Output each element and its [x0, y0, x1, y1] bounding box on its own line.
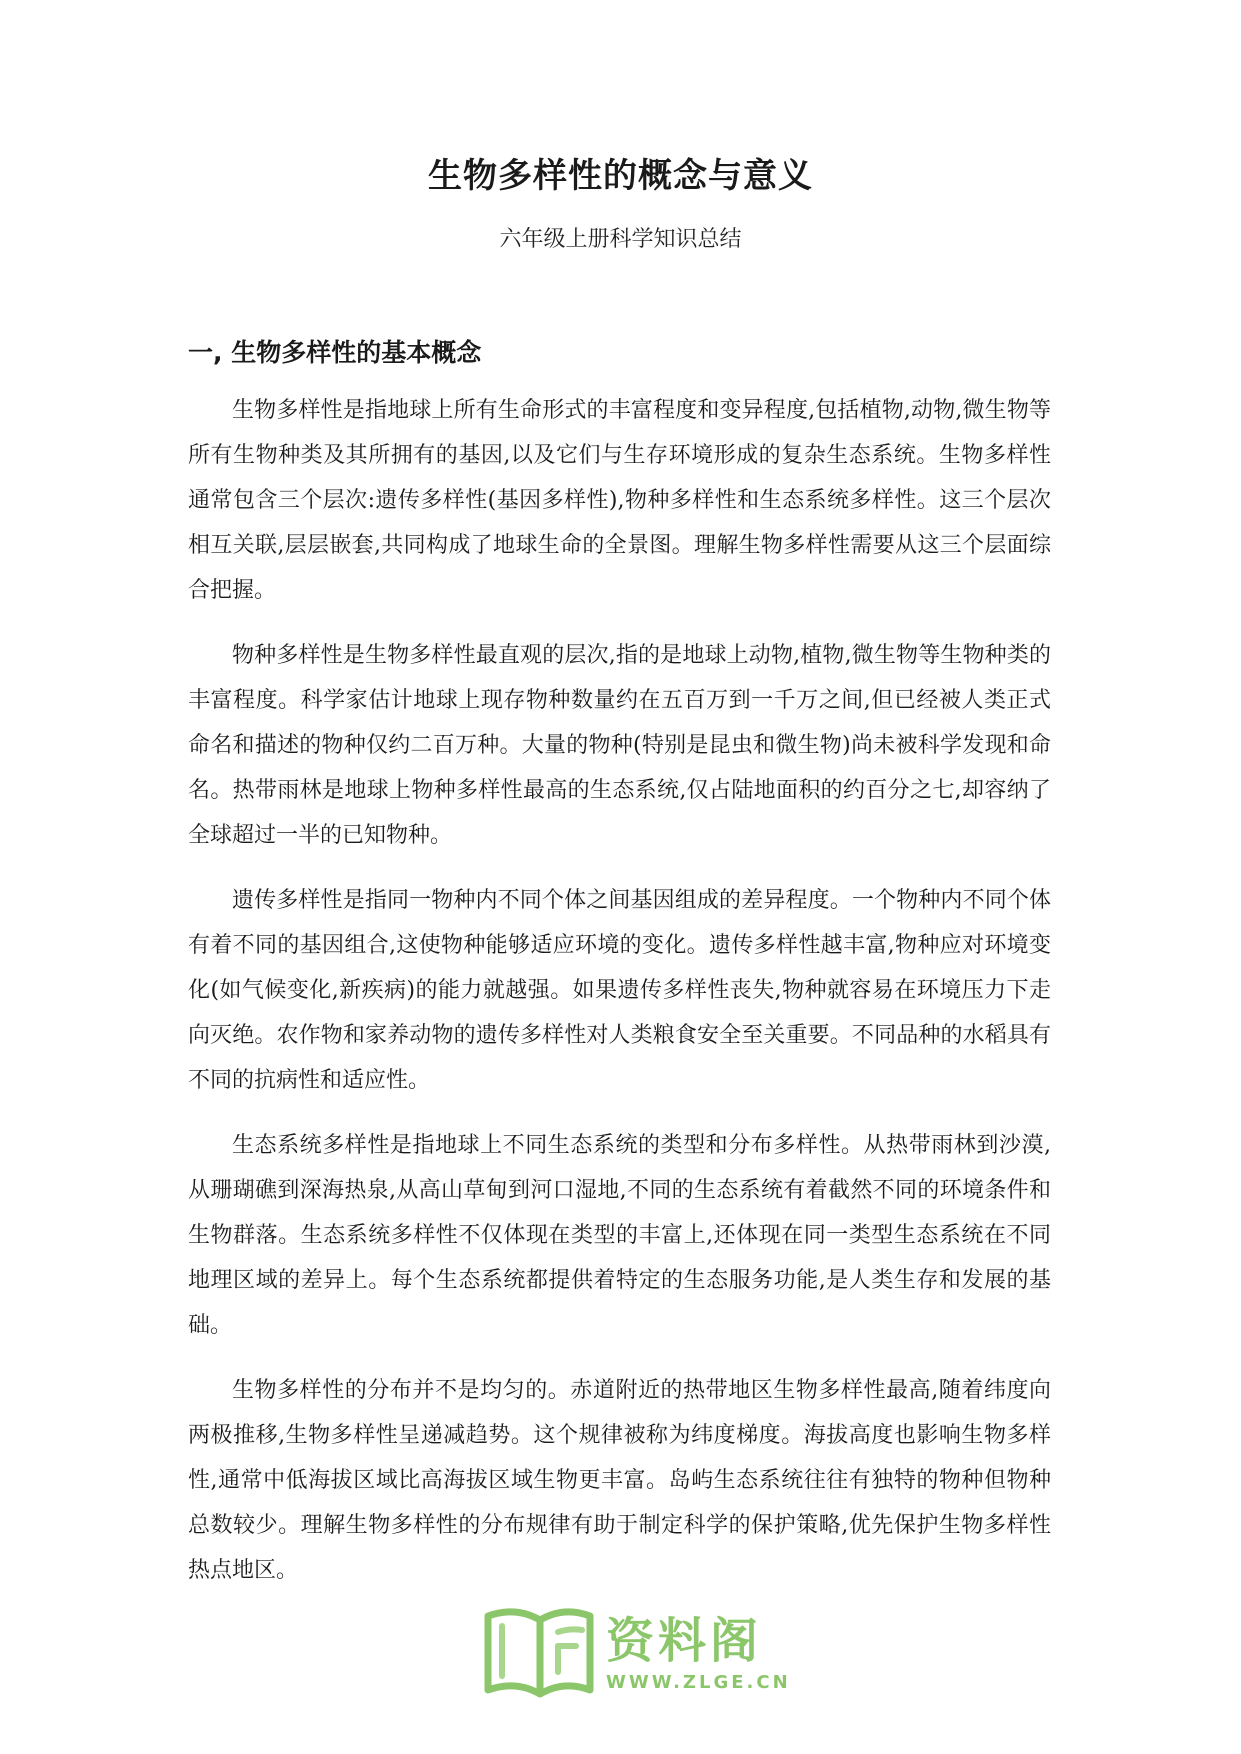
- document-subtitle: 六年级上册科学知识总结: [499, 227, 742, 252]
- watermark-url: WWW.ZLGE.CN: [606, 1672, 791, 1693]
- paragraph-4: 生态系统多样性是指地球上不同生态系统的类型和分布多样性。从热带雨林到沙漠,从珊瑚礁到深海热泉,从高山草甸到河口湿地,不同的生态系统有着截然不同的环境条件和生物群落。生态系统多样性不仅体现在类型的丰富上,还体现在同一类型生态系统在不同地理区域的差异上。每个生态系统都提供着特定的生态服务功能,是人类生存和发展的基础。: [188, 1133, 1051, 1338]
- paragraph-1: 生物多样性是指地球上所有生命形式的丰富程度和变异程度,包括植物,动物,微生物等所有生物种类及其所拥有的基因,以及它们与生存环境形成的复杂生态系统。生物多样性通常包含三个层次:遗传多样性(基因多样性),物种多样性和生态系统多样性。这三个层次相互关联,层层嵌套,共同构成了地球生命的全景图。理解生物多样性需要从这三个层面综合把握。: [188, 398, 1051, 603]
- document-title: 生物多样性的概念与意义: [428, 156, 813, 196]
- paragraph-3: 遗传多样性是指同一物种内不同个体之间基因组成的差异程度。一个物种内不同个体有着不同的基因组合,这使物种能够适应环境的变化。遗传多样性越丰富,物种应对环境变化(如气候变化,新疾病)的能力就越强。如果遗传多样性丧失,物种就容易在环境压力下走向灭绝。农作物和家养动物的遗传多样性对人类粮食安全至关重要。不同品种的水稻具有不同的抗病性和适应性。: [188, 888, 1051, 1093]
- paragraph-5: 生物多样性的分布并不是均匀的。赤道附近的热带地区生物多样性最高,随着纬度向两极推移,生物多样性呈递减趋势。这个规律被称为纬度梯度。海拔高度也影响生物多样性,通常中低海拔区域比高海拔区域生物更丰富。岛屿生态系统往往有独特的物种但物种总数较少。理解生物多样性的分布规律有助于制定科学的保护策略,优先保护生物多样性热点地区。: [188, 1378, 1051, 1583]
- open-book-icon: [478, 1602, 608, 1702]
- watermark-logo: [478, 1600, 791, 1710]
- document-body: [188, 388, 1051, 1613]
- paragraph-2: 物种多样性是生物多样性最直观的层次,指的是地球上动物,植物,微生物等生物种类的丰富程度。科学家估计地球上现存物种数量约在五百万到一千万之间,但已经被人类正式命名和描述的物种仅约二百万种。大量的物种(特别是昆虫和微生物)尚未被科学发现和命名。热带雨林是地球上物种多样性最高的生态系统,仅占陆地面积的约百分之七,却容纳了全球超过一半的已知物种。: [188, 643, 1051, 848]
- section-heading: 一, 生物多样性的基本概念: [188, 338, 482, 367]
- watermark-brand: 资料阁: [606, 1613, 763, 1669]
